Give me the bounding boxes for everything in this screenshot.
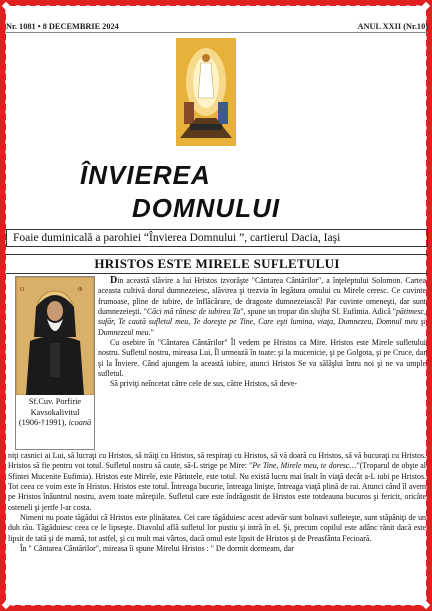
caption-line3: (1906-†1991), icoană	[18, 418, 92, 428]
caption-line2: Kavsokalivitul	[30, 407, 80, 417]
issue-header	[6, 22, 428, 31]
paragraph-5: În " Cântarea Cântărilor", mireasa îi spune Mirelui Hristos : " De dormit dormeam, dar	[20, 544, 294, 554]
paragraph-2: Cu osebire în "Cântarea Cântărilor" Îl vedem pe Hristos ca Mire. Hristos este Mirele sufletului nostru. Sufletul nostru, mireasa Lui, Îl urmează în toate: şi la mucenicie, şi pe Golgota, şi pe Cruce, dar şi la Înviere. Când ajungem la această iubire, atunci Hristos Se va sălăşlui întru noi şi ne va umple sufletul.	[98, 338, 426, 379]
saint-portrait-frame	[15, 276, 95, 450]
article-column-text	[98, 276, 426, 390]
masthead-title-line1: ÎNVIEREA	[80, 160, 211, 190]
issue-number-date: Nr. 1081 • 8 DECEMBRIE 2024	[6, 22, 119, 31]
paragraph-4: Nimeni nu poate tăgădui că Hristos este plinătatea. Cei care tăgăduiesc acest adevăr sunt bolnavi sufleteşte, sunt stăpâniţi de un duh rău. Tăgăduiesc ceea ce le lipseşte. Diavolul află sufletul lor pustiu şi intră în el. Şi, precum copilul este adânc rănit dacă este lipsit de tată şi de mamă, tot astfel, şi cu mult mai vârtos, dacă omul este lipsit de Hristos şi de Preasfânta Fecioară.	[8, 513, 426, 543]
header-divider	[6, 32, 428, 33]
paragraph-1: Din această slăvire a lui Hristos izvorăşte "Cântarea Cântărilor", a înţeleptului Solomon. Cartea aceasta cultivă dorul dumnezeiesc, slăvirea şi trezvia în legătura omului cu Mirele ceresc. Ce cuvinte frumoase, pline de iubire, de înflăcărare, de dragoste dumnezeiască! Par cuvinte omeneşti, dar sunt dumnezeieşti. "Căci mă rănesc de iubirea Ta", spune un tropar din slujba Sf. Eufimia. Adică "pătimesc, sufăr, Te caută sufletul meu, Te doreşte pe Tine, Care eşti lumina, viaţa, Dumnezeu, Domnul meu şi Dumnezeul meu."	[98, 275, 426, 337]
article-title: HRISTOS ESTE MIRELE SUFLETULUI	[6, 254, 428, 274]
portrait-caption	[16, 397, 94, 429]
resurrection-icon	[176, 38, 236, 146]
saint-porphyrios-icon	[16, 277, 94, 395]
paragraph-3-cont: niţi casnici ai Lui, să lucraţi cu Hristos, să trăiţi cu Hristos, să respiraţi cu Hristos, să vă doară cu Hristos, să vă bucuraţi cu Hristos. Hristos să fie pentru voi totul. Sufletul nostru să caute, să-L strige pe Mire: "Pe Tine, Mirele meu, te doresc…"(Troparul de obşte al Sfintei Mucenite Eufimia). Hristos este Mirele, este Părintele, este totul. Nu există lucru mai înalt în viaţă decât a-L iubi pe Hristos. Tot ceea ce voim este în Hristos. Hristos este totul. Întreaga bucurie, întreaga linişte, întreaga viaţă plină de rai. Atunci când îl avem pe Hristos înăuntrul nostru, avem toate măreţiile. Sufletul care este îndrăgostit de Hristos este totdeauna bucuros şi fericit, oricâte osteneli şi jertfe l-ar costa.	[8, 451, 426, 512]
paragraph-3-start: Să priviţi neîncetat către cele de sus, către Hristos, să deve-	[110, 379, 298, 389]
svg-text:Φ: Φ	[78, 287, 83, 293]
masthead-subtitle: Foaie duminicală a parohiei “Învierea Domnului ”, cartierul Dacia, Iaşi	[6, 229, 428, 247]
caption-line1: Sf.Cuv. Porfirie	[28, 397, 82, 406]
article-full-width-text	[8, 451, 426, 554]
issue-year: ANUL XXII (Nr.10)	[357, 22, 428, 31]
svg-text:O: O	[20, 287, 25, 293]
masthead-title-line2: DOMNULUI	[132, 193, 281, 223]
